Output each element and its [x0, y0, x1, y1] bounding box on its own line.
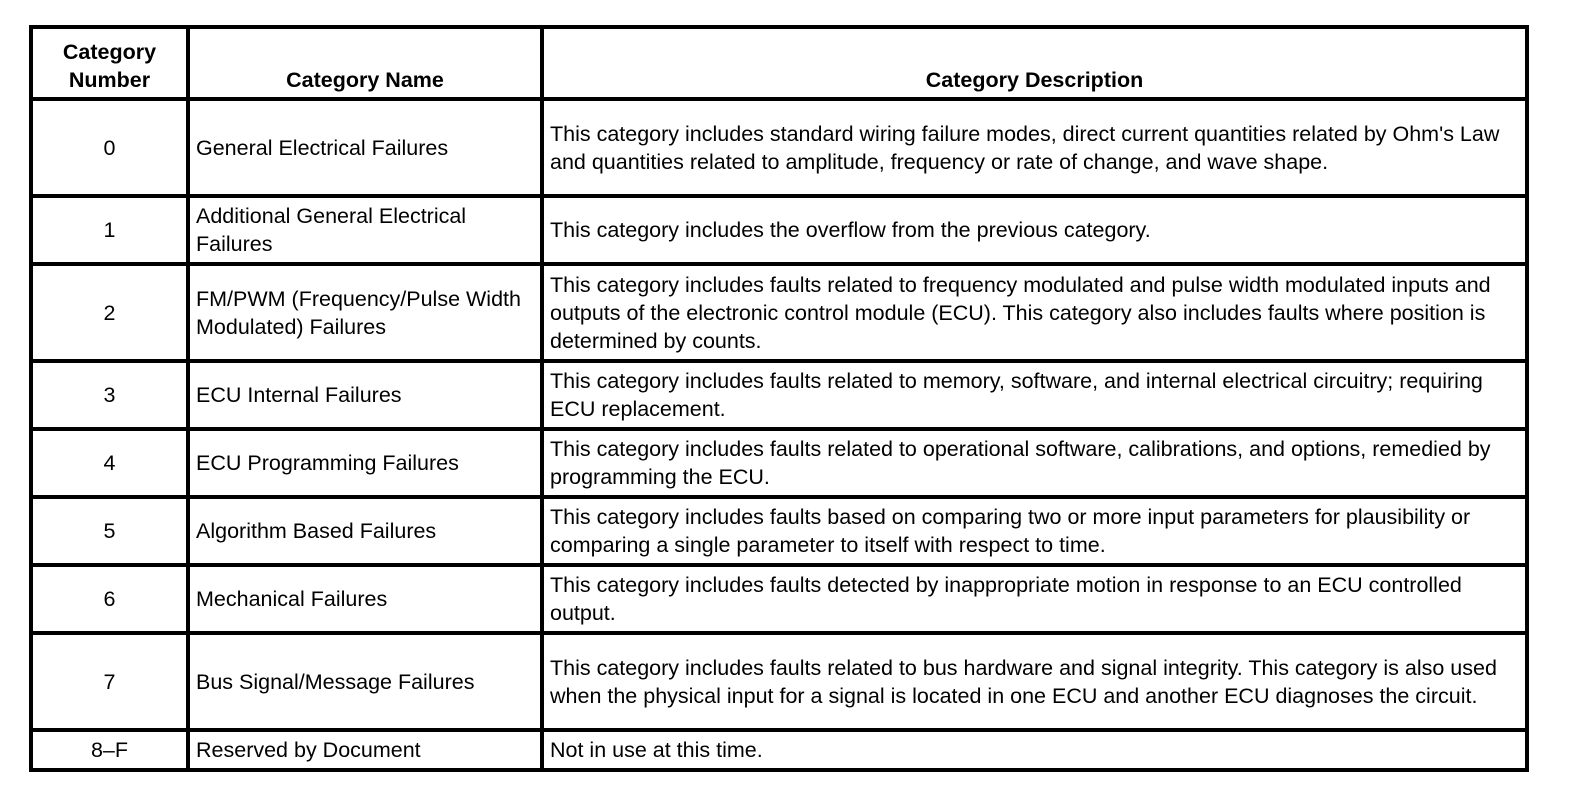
table-header-row	[31, 27, 1527, 99]
table-row	[31, 730, 1527, 770]
table-row	[31, 497, 1527, 565]
category-name-cell: ECU Programming Failures	[188, 429, 542, 497]
category-name-cell: Algorithm Based Failures	[188, 497, 542, 565]
category-description-cell: This category includes faults related to operational software, calibrations, and options, remedied by programming the ECU.	[542, 429, 1527, 497]
table-row	[31, 196, 1527, 264]
category-description-cell: Not in use at this time.	[542, 730, 1527, 770]
header-category-number: Category Number	[31, 27, 188, 99]
category-name-cell: Bus Signal/Message Failures	[188, 633, 542, 730]
category-number-cell: 7	[31, 633, 188, 730]
category-number-cell: 6	[31, 565, 188, 633]
category-name-cell: FM/PWM (Frequency/Pulse Width Modulated) Failures	[188, 264, 542, 361]
category-name-cell: ECU Internal Failures	[188, 361, 542, 429]
table-row	[31, 429, 1527, 497]
category-number-cell: 1	[31, 196, 188, 264]
category-description-cell: This category includes faults related to frequency modulated and pulse width modulated inputs and outputs of the electronic control module (ECU). This category also includes faults where position is determined by counts.	[542, 264, 1527, 361]
category-number-cell: 2	[31, 264, 188, 361]
category-table	[29, 25, 1529, 772]
category-number-cell: 4	[31, 429, 188, 497]
category-description-cell: This category includes faults related to memory, software, and internal electrical circuitry; requiring ECU replacement.	[542, 361, 1527, 429]
header-category-description: Category Description	[542, 27, 1527, 99]
category-number-cell: 8–F	[31, 730, 188, 770]
category-name-cell: Mechanical Failures	[188, 565, 542, 633]
category-name-cell: General Electrical Failures	[188, 99, 542, 196]
table-row	[31, 361, 1527, 429]
category-number-cell: 5	[31, 497, 188, 565]
table-row	[31, 565, 1527, 633]
category-description-cell: This category includes faults detected by inappropriate motion in response to an ECU controlled output.	[542, 565, 1527, 633]
table-row	[31, 633, 1527, 730]
category-description-cell: This category includes standard wiring failure modes, direct current quantities related by Ohm's Law and quantities related to amplitude, frequency or rate of change, and wave shape.	[542, 99, 1527, 196]
category-description-cell: This category includes faults related to bus hardware and signal integrity. This category is also used when the physical input for a signal is located in one ECU and another ECU diagnoses the circuit.	[542, 633, 1527, 730]
category-name-cell: Additional General Electrical Failures	[188, 196, 542, 264]
header-category-name: Category Name	[188, 27, 542, 99]
category-number-cell: 3	[31, 361, 188, 429]
table-row	[31, 264, 1527, 361]
category-number-cell: 0	[31, 99, 188, 196]
category-name-cell: Reserved by Document	[188, 730, 542, 770]
table-row	[31, 99, 1527, 196]
category-description-cell: This category includes faults based on comparing two or more input parameters for plausibility or comparing a single parameter to itself with respect to time.	[542, 497, 1527, 565]
category-description-cell: This category includes the overflow from the previous category.	[542, 196, 1527, 264]
